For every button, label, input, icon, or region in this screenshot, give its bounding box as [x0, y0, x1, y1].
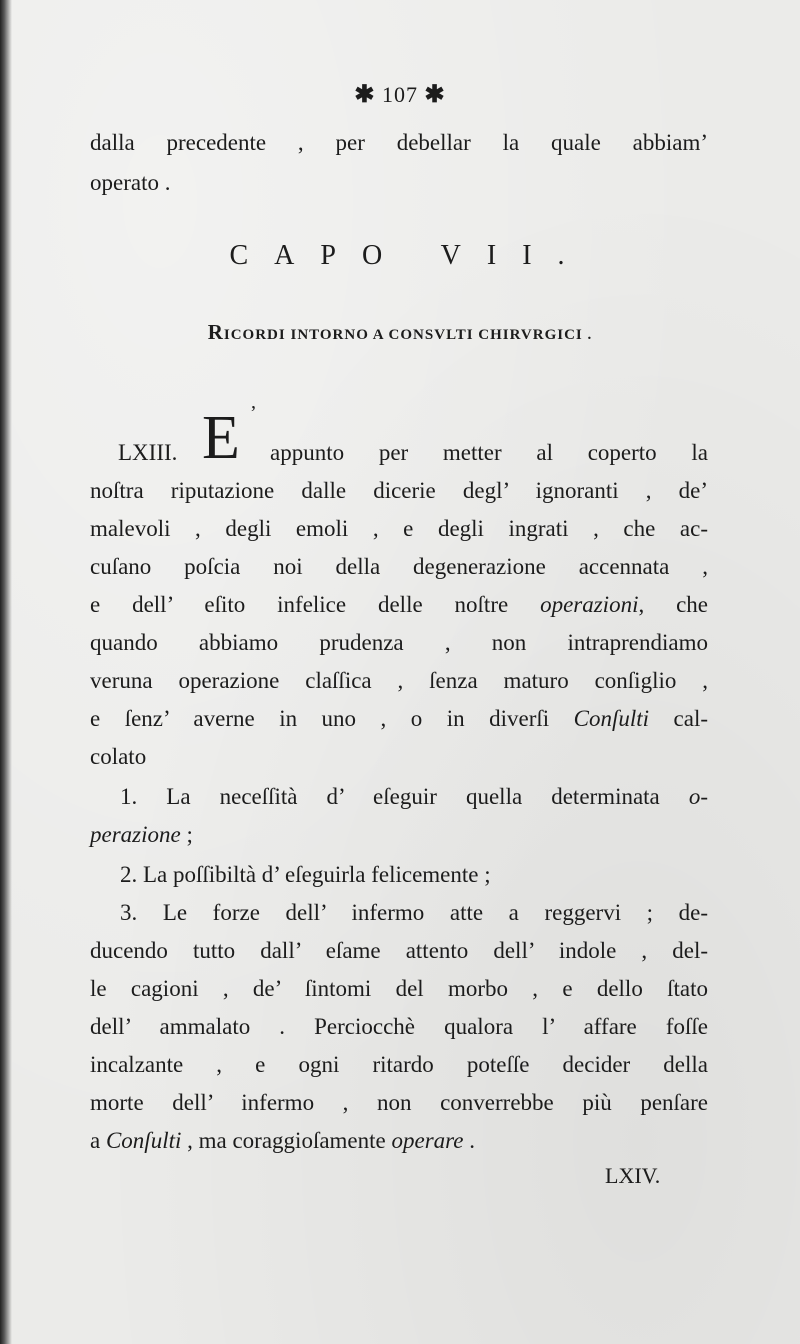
text-line: cuſano poſcia noi della degenerazione accennata ,: [90, 554, 708, 579]
text-line: morte dell’ infermo , non converrebbe più penſare: [90, 1090, 708, 1115]
italic-term: perazione: [90, 822, 181, 847]
list-item: 2. La poſſibiltà d’ eſeguirla felicemente ;: [120, 862, 491, 887]
italic-term: o-: [688, 784, 709, 809]
list-item: [90, 782, 708, 812]
paragraph-number: LXIII.: [118, 440, 178, 465]
subtitle-rest: ICORDI INTORNO A CONSVLTI CHIRVRGICI .: [223, 327, 593, 343]
list-item-continuation: [90, 820, 708, 850]
text-span: cal-: [673, 706, 709, 731]
text-span: .: [463, 1128, 475, 1153]
catchword: LXIV.: [605, 1163, 661, 1188]
text-line: dalla precedente , per debellar la quale abbiam’: [90, 130, 708, 155]
text-span: e ſenz’ averne in uno , o in diverſi: [90, 706, 550, 731]
italic-term: operazioni: [540, 592, 639, 617]
text-span: , ma coraggioſamente: [187, 1128, 386, 1153]
page-header: [0, 80, 800, 109]
list-item: 3. Le forze dell’ infermo atte a reggervi ; de-: [120, 900, 708, 925]
italic-term: Conſulti: [573, 706, 650, 731]
page-edge-shadow: [0, 0, 12, 1344]
drop-cap: E: [202, 404, 240, 472]
subtitle-initial: R: [207, 320, 224, 344]
chapter-subtitle: [0, 320, 800, 345]
text-line: quando abbiamo prudenza , non intraprendiamo: [90, 630, 708, 655]
text-line: dell’ ammalato . Perciocchè qualora l’ affare foſſe: [90, 1014, 708, 1039]
text-line: noſtra riputazione dalle dicerie degl’ ignoranti , de’: [90, 478, 708, 503]
paragraph-opening: [90, 402, 708, 472]
text-span: , che: [638, 592, 708, 617]
text-span: e dell’ eſito infelice delle noſtre: [90, 592, 509, 617]
text-span: ;: [180, 822, 193, 847]
text-line: ducendo tutto dall’ eſame attento dell’ indole , del-: [90, 938, 708, 963]
text-line: incalzante , e ogni ritardo poteſſe decider della: [90, 1052, 708, 1077]
text-span: a: [90, 1128, 101, 1153]
page-number: 107: [382, 82, 418, 107]
italic-term: Conſulti: [105, 1128, 182, 1153]
ornament-left-icon: ✱: [354, 82, 376, 108]
text-span: 1. La neceſſità d’ eſeguir quella determinata: [120, 784, 660, 809]
ornament-right-icon: ✱: [424, 82, 446, 108]
text-line: appunto per metter al coperto la: [270, 440, 708, 465]
text-line: colato: [90, 744, 147, 769]
text-line: [90, 1126, 708, 1156]
drop-cap-accent: ’: [250, 402, 257, 424]
text-line: [90, 590, 708, 620]
text-line: veruna operazione claſſica , ſenza maturo conſiglio ,: [90, 668, 708, 693]
chapter-title: CAPO VII.: [229, 240, 591, 271]
text-line: [90, 704, 708, 734]
text-line: le cagioni , de’ ſintomi del morbo , e dello ſtato: [90, 976, 708, 1001]
italic-term: operare: [391, 1128, 464, 1153]
text-line: malevoli , degli emoli , e degli ingrati , che ac-: [90, 516, 708, 541]
text-line: operato .: [90, 170, 171, 195]
